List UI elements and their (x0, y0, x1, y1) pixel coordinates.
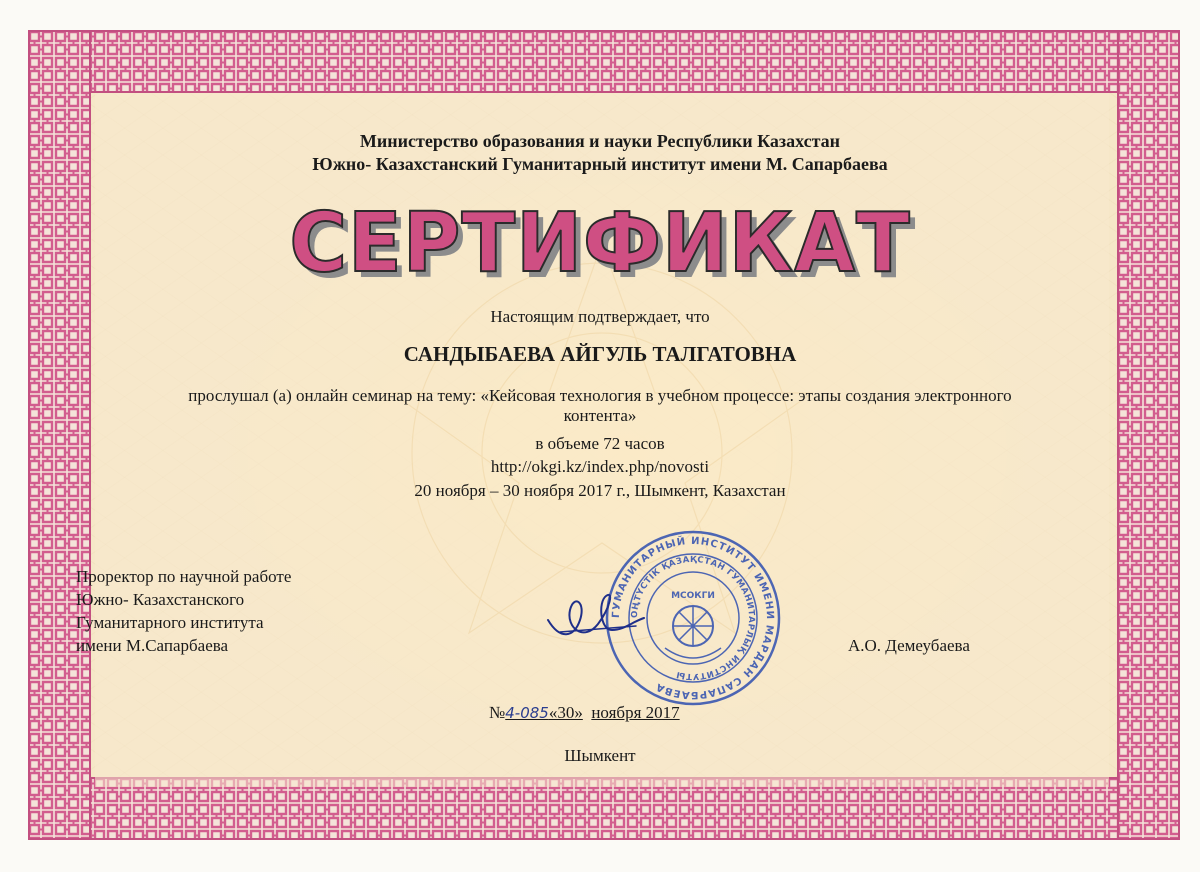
position-line: имени М.Сапарбаева (76, 636, 229, 655)
seminar-topic (95, 386, 1105, 426)
signature (540, 580, 650, 655)
url-text: http://okgi.kz/index.php/novosti (490, 457, 710, 476)
signatory-position (76, 565, 291, 657)
handwritten-number: 4-085 (505, 704, 549, 722)
issue-city: Шымкент (564, 746, 636, 765)
issue-day: «30» (548, 703, 583, 722)
position-line: Проректор по научной работе (76, 567, 292, 586)
issue-month-year: ноября 2017 (591, 703, 680, 722)
position-line: Южно- Казахстанского (76, 590, 245, 609)
seal-outer-text: ГУМАНИТАРНЫЙ ИНСТИТУТ ИМЕНИ МАРДАН САПАРБАЕВА (610, 535, 776, 701)
signatory-name: А.О. Демеубаева (848, 636, 970, 655)
topic-line-2: контента» (563, 406, 637, 425)
volume-text: в объеме 72 часов (535, 434, 665, 453)
ornamental-border-top (28, 30, 1180, 93)
topic-line-1: прослушал (а) онлайн семинар на тему: «Кейсовая технология в учебном процессе: этапы создания электронного (188, 386, 1012, 405)
seal-center-text: МСОКГИ (671, 591, 715, 601)
certificate-title: СЕРТИФИКАТ (289, 196, 911, 291)
number-sign: № (489, 703, 506, 722)
ministry-heading: Министерство образования и науки Республики Казахстан (359, 131, 841, 151)
recipient-name: САНДЫБАЕВА АЙГУЛЬ ТАЛГАТОВНА (403, 342, 797, 366)
dates-place-text: 20 ноября – 30 ноября 2017 г., Шымкент, Казахстан (414, 481, 786, 500)
position-line: Гуманитарного института (76, 613, 264, 632)
certificate-number-date (489, 703, 680, 723)
seal-inner-text: ОҢТҮСТІК ҚАЗАҚСТАН ГУМАНИТАРЛЫҚ ИНСТИТУТЫ (629, 554, 757, 682)
institute-heading: Южно- Казахстанский Гуманитарный институт имени М. Сапарбаева (312, 154, 888, 174)
confirmation-text: Настоящим подтверждает, что (490, 307, 710, 326)
